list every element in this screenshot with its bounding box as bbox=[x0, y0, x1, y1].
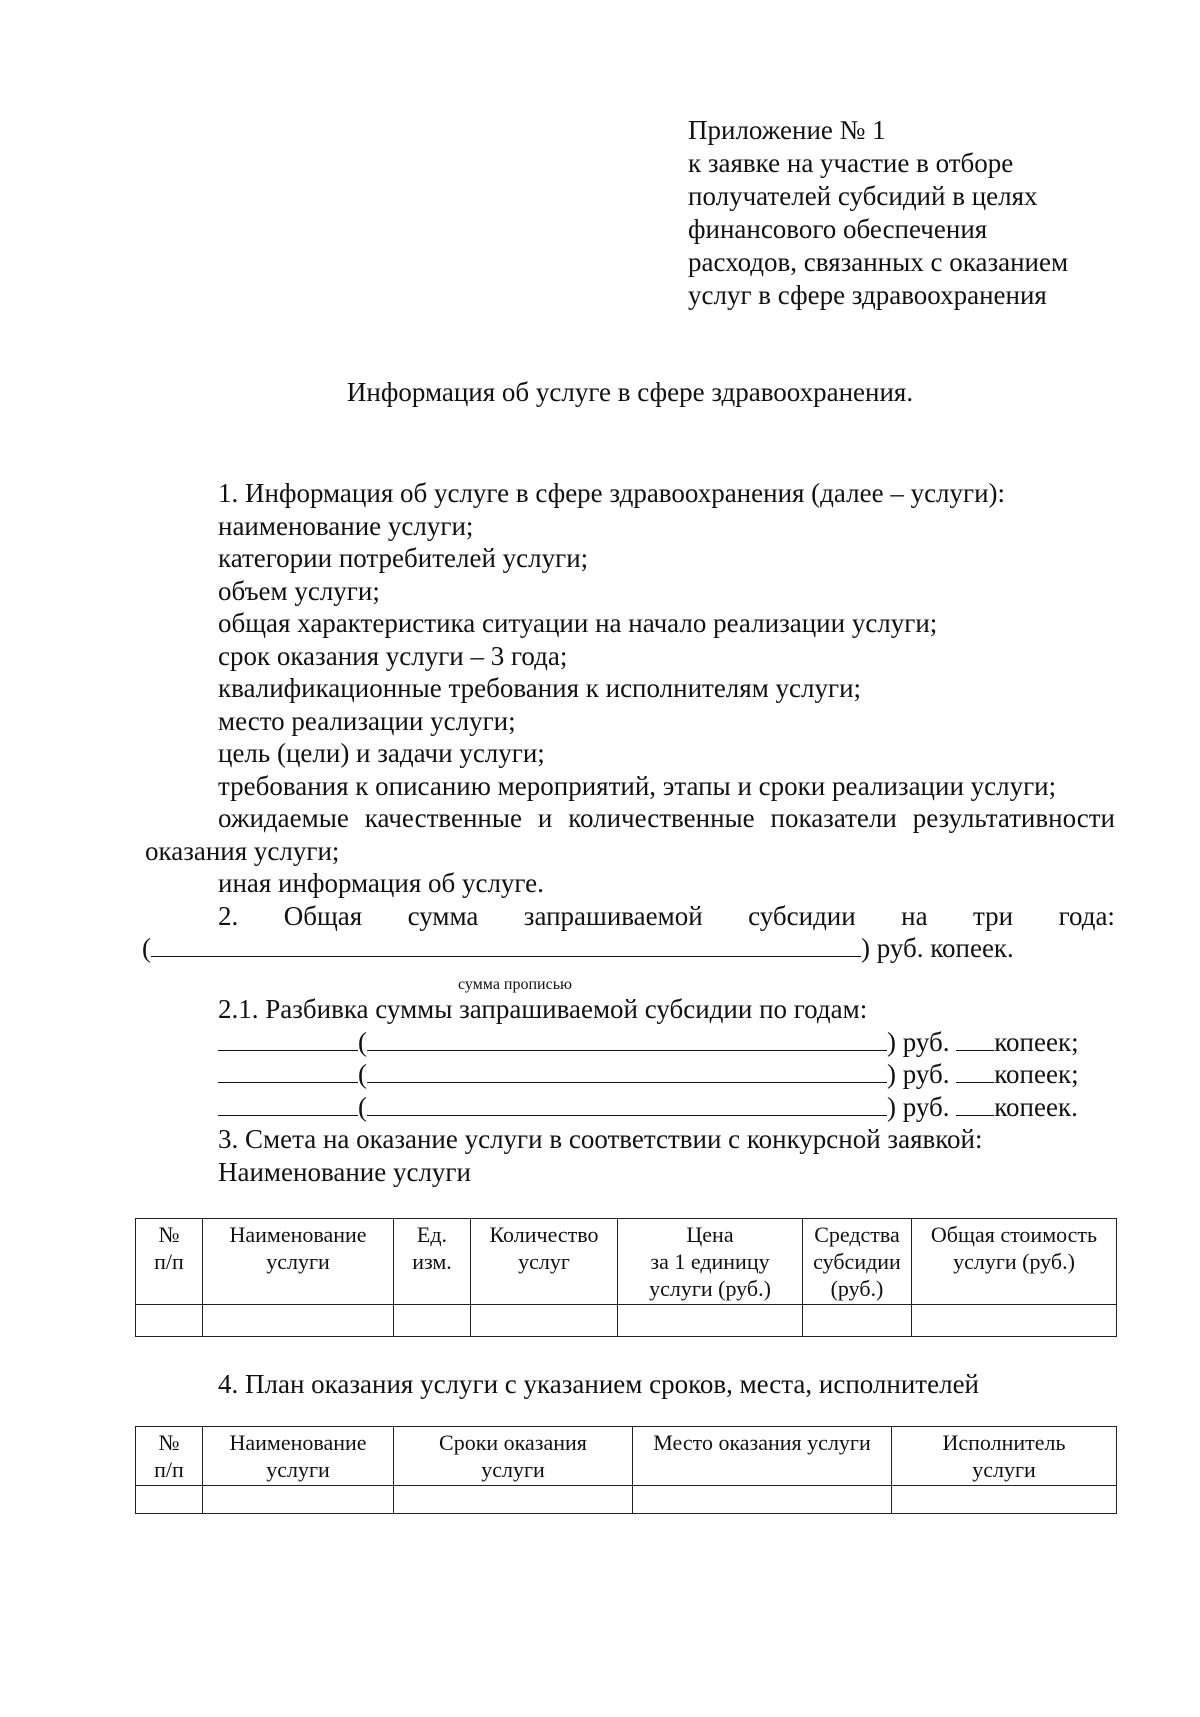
table-cell[interactable] bbox=[203, 1486, 394, 1514]
word: сумма bbox=[407, 901, 479, 931]
table-cell[interactable] bbox=[618, 1305, 803, 1337]
table-cell[interactable] bbox=[803, 1305, 912, 1337]
list-item: категории потребителей услуги; bbox=[218, 543, 589, 573]
kopeks-blank[interactable] bbox=[956, 1028, 994, 1051]
header-line: получателей субсидий в целях bbox=[688, 181, 1038, 211]
list-item: общая характеристика ситуации на начало реализации услуги; bbox=[218, 608, 938, 638]
year-row: ( ) руб. копеек. bbox=[218, 1091, 1078, 1124]
list-item: срок оказания услуги – 3 года; bbox=[218, 641, 568, 671]
word: Общая bbox=[283, 901, 363, 931]
col-header-place: Место оказания услуги bbox=[633, 1427, 892, 1486]
estimate-table bbox=[135, 1218, 1117, 1337]
word: 2. bbox=[218, 901, 239, 931]
plan-table bbox=[135, 1426, 1117, 1514]
table-cell[interactable] bbox=[203, 1305, 394, 1337]
table-header-row bbox=[136, 1427, 1117, 1486]
sum-caption: сумма прописью bbox=[458, 976, 572, 993]
table-row bbox=[136, 1305, 1117, 1337]
section-1-heading: 1. Информация об услуге в сфере здравоохранения (далее – услуги): bbox=[218, 478, 1006, 508]
table-cell[interactable] bbox=[136, 1486, 203, 1514]
document-title: Информация об услуге в сфере здравоохранения. bbox=[346, 377, 914, 407]
col-header-unit: Ед. изм. bbox=[394, 1219, 471, 1305]
appendix-header bbox=[688, 114, 1068, 312]
section-2-1-heading: 2.1. Разбивка суммы запрашиваемой субсидии по годам: bbox=[218, 994, 868, 1024]
col-header-number: № п/п bbox=[136, 1427, 203, 1486]
list-item: требования к описанию мероприятий, этапы и сроки реализации услуги; bbox=[218, 771, 1057, 801]
table-cell[interactable] bbox=[136, 1305, 203, 1337]
col-header-number: № п/п bbox=[136, 1219, 203, 1305]
year-amount-blank[interactable] bbox=[218, 1060, 358, 1083]
word: на bbox=[901, 901, 928, 931]
year-row: ( ) руб. копеек; bbox=[218, 1026, 1079, 1059]
word: субсидии bbox=[748, 901, 856, 931]
kopeks-blank[interactable] bbox=[956, 1093, 994, 1116]
service-name-label: Наименование услуги bbox=[218, 1157, 471, 1187]
section-4-heading: 4. План оказания услуги с указанием сроков, места, исполнителей bbox=[218, 1369, 979, 1399]
year-row: ( ) руб. копеек; bbox=[218, 1058, 1079, 1091]
col-header-service-name: Наименование услуги bbox=[203, 1427, 394, 1486]
list-item: квалификационные требования к исполнителям услуги; bbox=[218, 673, 862, 703]
col-header-subsidy: Средства субсидии (руб.) bbox=[803, 1219, 912, 1305]
list-item: место реализации услуги; bbox=[218, 706, 516, 736]
sum-in-words-blank[interactable] bbox=[151, 934, 861, 957]
year-words-blank[interactable] bbox=[367, 1060, 887, 1083]
col-header-unit-price: Цена за 1 единицу услуги (руб.) bbox=[618, 1219, 803, 1305]
table-cell[interactable] bbox=[394, 1486, 633, 1514]
word: года: bbox=[1058, 901, 1115, 931]
col-header-service-name: Наименование услуги bbox=[203, 1219, 394, 1305]
col-header-quantity: Количество услуг bbox=[471, 1219, 618, 1305]
list-item-continuation: оказания услуги; bbox=[145, 836, 340, 866]
year-words-blank[interactable] bbox=[367, 1028, 887, 1051]
col-header-executor: Исполнитель услуги bbox=[892, 1427, 1117, 1486]
table-cell[interactable] bbox=[471, 1305, 618, 1337]
header-line: Приложение № 1 bbox=[688, 115, 886, 145]
header-line: к заявке на участие в отборе bbox=[688, 148, 1014, 178]
col-header-total-cost: Общая стоимость услуги (руб.) bbox=[912, 1219, 1117, 1305]
word: запрашиваемой bbox=[523, 901, 703, 931]
year-amount-blank[interactable] bbox=[218, 1093, 358, 1116]
year-words-blank[interactable] bbox=[367, 1093, 887, 1116]
header-line: услуг в сфере здравоохранения bbox=[688, 280, 1047, 310]
table-row bbox=[136, 1486, 1117, 1514]
word: три bbox=[973, 901, 1014, 931]
list-item: объем услуги; bbox=[218, 576, 380, 606]
list-item: наименование услуги; bbox=[218, 511, 474, 541]
table-cell[interactable] bbox=[892, 1486, 1117, 1514]
year-amount-blank[interactable] bbox=[218, 1028, 358, 1051]
header-line: финансового обеспечения bbox=[688, 214, 988, 244]
list-item: иная информация об услуге. bbox=[218, 868, 544, 898]
col-header-terms: Сроки оказания услуги bbox=[394, 1427, 633, 1486]
table-cell[interactable] bbox=[912, 1305, 1117, 1337]
section-2-heading bbox=[218, 900, 1115, 933]
table-cell[interactable] bbox=[394, 1305, 471, 1337]
total-sum-line: ( ) руб. копеек. bbox=[142, 933, 1014, 963]
table-header-row bbox=[136, 1219, 1117, 1305]
table-cell[interactable] bbox=[633, 1486, 892, 1514]
kopeks-blank[interactable] bbox=[956, 1060, 994, 1083]
section-3-heading: 3. Смета на оказание услуги в соответствии с конкурсной заявкой: bbox=[218, 1124, 983, 1154]
header-line: расходов, связанных с оказанием bbox=[688, 247, 1069, 277]
list-item: ожидаемые качественные и количественные показатели результативности bbox=[218, 803, 1115, 833]
list-item: цель (цели) и задачи услуги; bbox=[218, 738, 545, 768]
